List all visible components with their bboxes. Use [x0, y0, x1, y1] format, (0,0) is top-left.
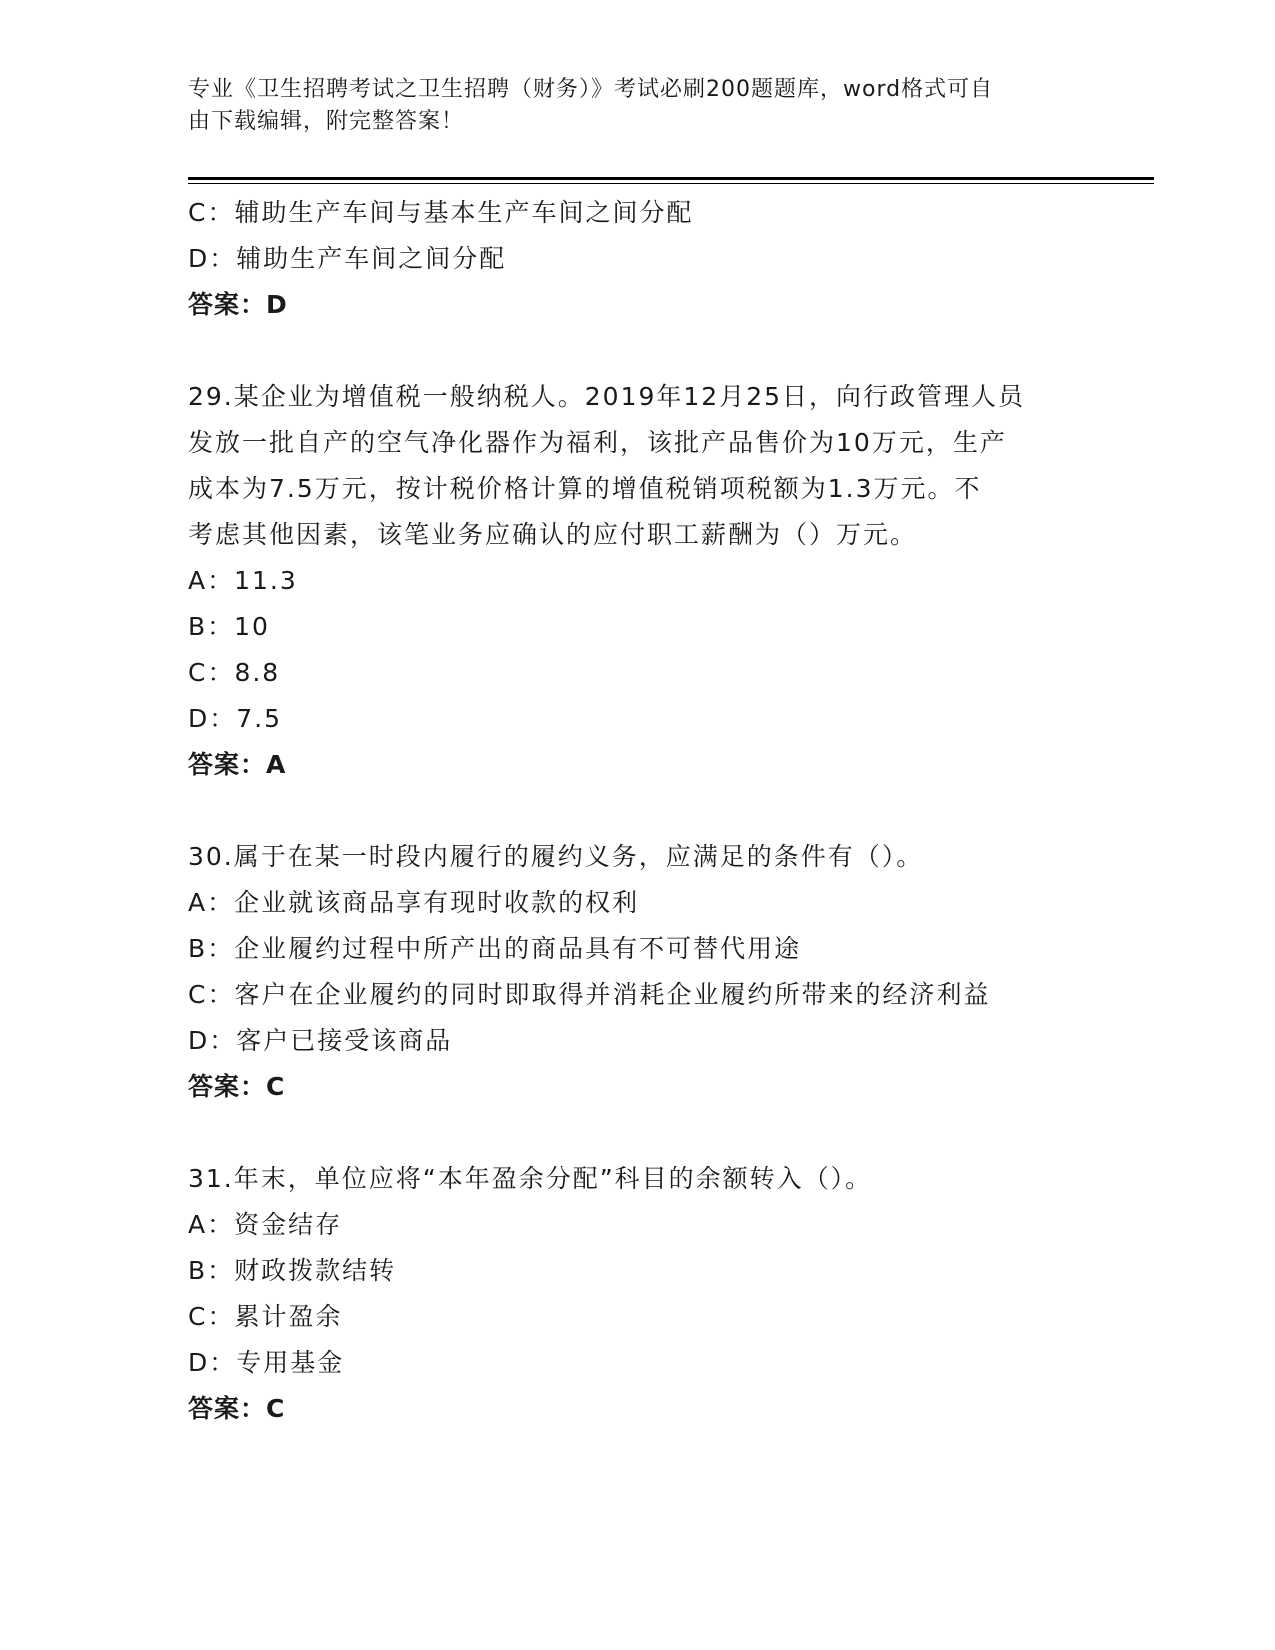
- spacer: [188, 788, 1088, 834]
- question-31: [188, 1156, 1088, 1432]
- header-line-1: 专业《卫生招聘考试之卫生招聘（财务）》考试必刷200题题库，word格式可自: [188, 77, 994, 102]
- spacer: [188, 1110, 1088, 1156]
- option-d: D：专用基金: [188, 1348, 345, 1377]
- question-text-line: 成本为7.5万元，按计税价格计算的增值税销项税额为1.3万元。不: [188, 474, 982, 503]
- answer-line: 答案：D: [188, 290, 288, 319]
- question-text-line: 考虑其他因素，该笔业务应确认的应付职工薪酬为（）万元。: [188, 520, 918, 549]
- option-a: A：企业就该商品享有现时收款的权利: [188, 888, 640, 917]
- option-c: C：辅助生产车间与基本生产车间之间分配: [188, 198, 694, 227]
- answer-line: 答案：C: [188, 1394, 286, 1423]
- question-28-continuation: [188, 190, 1088, 328]
- option-a: A：11.3: [188, 566, 298, 595]
- answer-line: 答案：A: [188, 750, 287, 779]
- header-divider-thin: [188, 183, 1154, 184]
- option-d: D：客户已接受该商品: [188, 1026, 453, 1055]
- answer-line: 答案：C: [188, 1072, 286, 1101]
- option-b: B：10: [188, 612, 270, 641]
- question-text-line: 30.属于在某一时段内履行的履约义务，应满足的条件有（）。: [188, 842, 924, 871]
- option-c: C：累计盈余: [188, 1302, 343, 1331]
- option-d: D：7.5: [188, 704, 283, 733]
- option-b: B：财政拨款结转: [188, 1256, 397, 1285]
- question-text-line: 31.年末，单位应将“本年盈余分配”科目的余额转入（）。: [188, 1164, 873, 1193]
- option-c: C：客户在企业履约的同时即取得并消耗企业履约所带来的经济利益: [188, 980, 991, 1009]
- option-c: C：8.8: [188, 658, 281, 687]
- option-b: B：企业履约过程中所产出的商品具有不可替代用途: [188, 934, 802, 963]
- header-line-2: 由下载编辑，附完整答案！: [188, 109, 465, 134]
- header-divider-thick: [188, 177, 1154, 180]
- question-29: [188, 374, 1088, 788]
- document-header: [188, 74, 1068, 138]
- question-30: [188, 834, 1088, 1110]
- question-text-line: 发放一批自产的空气净化器作为福利，该批产品售价为10万元，生产: [188, 428, 1007, 457]
- document-body: [188, 190, 1088, 1432]
- option-d: D：辅助生产车间之间分配: [188, 244, 507, 273]
- option-a: A：资金结存: [188, 1210, 343, 1239]
- question-text-line: 29.某企业为增值税一般纳税人。2019年12月25日，向行政管理人员: [188, 382, 1026, 411]
- spacer: [188, 328, 1088, 374]
